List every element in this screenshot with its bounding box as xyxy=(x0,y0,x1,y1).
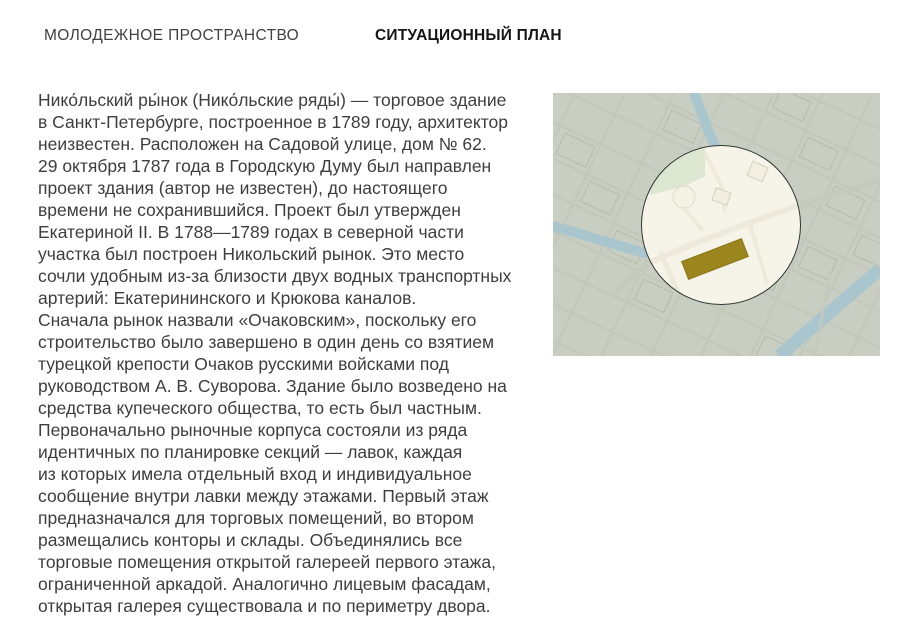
article-line: неизвестен. Расположен на Садовой улице, дом № 62. xyxy=(38,134,487,154)
article-text xyxy=(38,89,511,617)
project-title: МОЛОДЕЖНОЕ ПРОСТРАНСТВО xyxy=(44,27,300,44)
article-line: ограниченной аркадой. Аналогично лицевым фасадам, xyxy=(38,574,491,594)
article-line: торговые помещения открытой галереей первого этажа, xyxy=(38,552,496,572)
park-pond xyxy=(673,186,695,208)
article-line: из которых имела отдельный вход и индивидуальное xyxy=(38,464,472,484)
map-highlight-layer xyxy=(641,145,801,305)
article-line: проект здания (автор не известен), до настоящего xyxy=(38,178,448,198)
article-line: средства купеческого общества, то есть был частным. xyxy=(38,398,482,418)
article-line: в Санкт-Петербурге, построенное в 1789 году, архитектор xyxy=(38,112,509,132)
article-line: участка был построен Никольский рынок. Это место xyxy=(38,244,465,264)
article-line: идентичных по планировке секций — лавок, каждая xyxy=(38,442,463,462)
article-line: времени не сохранившийся. Проект был утвержден xyxy=(38,200,461,220)
article-line: Первоначально рыночные корпуса состояли из ряда xyxy=(38,420,468,440)
article-line: сочли удобным из-за близости двух водных транспортных xyxy=(38,266,512,286)
page-title: СИТУАЦИОННЫЙ ПЛАН xyxy=(375,27,562,44)
article-line: Сначала рынок назвали «Очаковским», поскольку его xyxy=(38,310,477,330)
article-line: Екатериной II. В 1788—1789 годах в северной части xyxy=(38,222,464,242)
article-line: строительство было завершено в один день со взятием xyxy=(38,332,495,352)
article-line: руководством А. В. Суворова. Здание было возведено на xyxy=(38,376,507,396)
article-line: 29 октября 1787 года в Городскую Думу был направлен xyxy=(38,156,492,176)
article-line: размещались конторы и склады. Объединялись все xyxy=(38,530,463,550)
article-line: артерий: Екатерининского и Крюкова каналов. xyxy=(38,288,417,308)
highlight-circle xyxy=(641,145,801,305)
article-line: открытая галерея существовала и по периметру двора. xyxy=(38,596,491,616)
situation-map xyxy=(553,93,880,356)
article-line: турецкой крепости Очаков русскими войсками под xyxy=(38,354,449,374)
article-line: предназначался для торговых помещений, во втором xyxy=(38,508,474,528)
article-line: сообщение внутри лавки между этажами. Первый этаж xyxy=(38,486,489,506)
article-line: Нико́льский ры́нок (Нико́льские ряды́) — торговое здание xyxy=(38,90,507,110)
